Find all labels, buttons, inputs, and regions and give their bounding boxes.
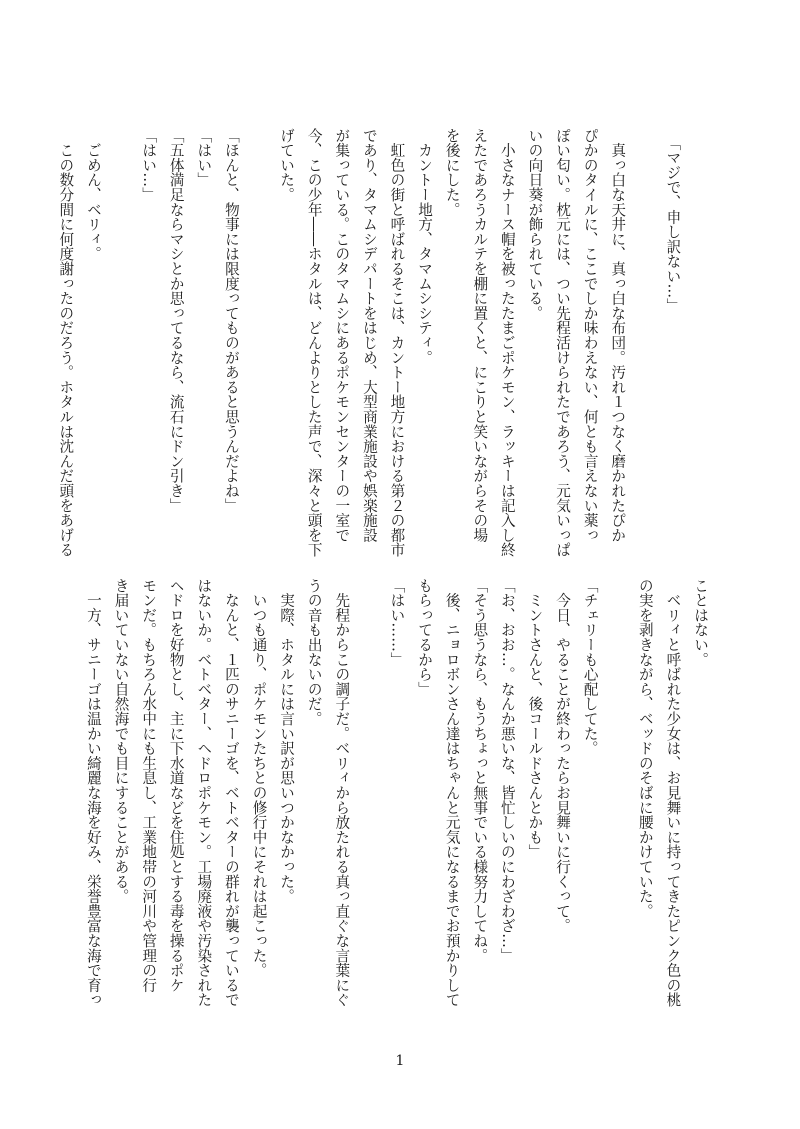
text-block-top <box>57 128 714 560</box>
text-line: ベリィと呼ばれた少女は、お見舞いに持ってきたピンク色の桃 <box>664 578 682 1008</box>
text-line: 「お、おお…。なんか悪いな、皆忙しいのにわざわざ…」 <box>498 578 516 963</box>
text-block-bottom <box>74 578 714 1014</box>
text-line: この数分間に何度謝ったのだろう。ホタルは沈んだ頭をあげる <box>57 128 75 558</box>
text-line: 今、この少年――ホタルは、どんよりとした声で、深々と頭を下 <box>305 128 323 558</box>
text-line: が集っている。このタマムシにあるポケモンセンターの一室で <box>333 128 351 543</box>
text-line: 今日、やることが終わったらお見舞いに行くって。 <box>554 578 572 934</box>
text-line: はないか。ベトベター、ヘドロポケモン。工場廃液や汚染された <box>195 578 213 1008</box>
text-line: げていた。 <box>278 128 296 202</box>
text-line <box>686 128 714 560</box>
text-line: カントー地方、タマムシシティ。 <box>416 128 434 365</box>
text-line: 実際、ホタルには言い訳が思いつかなかった。 <box>278 578 296 904</box>
text-line <box>631 128 659 560</box>
text-line: ぽい匂い。枕元には、つい先程活けられたであろう、元気いっぱ <box>554 128 572 558</box>
text-line: モンだ。もちろん水中にも生息し、工業地帯の河川や管理の行 <box>140 578 158 993</box>
text-line: を後にした。 <box>443 128 461 217</box>
text-line: 「マジで、申し訳ない…」 <box>664 128 682 314</box>
text-line: 「はい……」 <box>388 578 406 667</box>
text-line: 「そう思うなら、もうちょっと無事でいる様努力してね。 <box>471 578 489 963</box>
text-line: ミントさんと、後コールドさんとかも」 <box>526 578 544 860</box>
text-line: うの音も出ないのだ。 <box>305 578 323 726</box>
text-line: 「五体満足ならマシとか思ってるなら、流石にドン引き」 <box>167 128 185 513</box>
text-line: 虹色の街と呼ばれるそこは、カントー地方における第２の都市 <box>388 128 406 558</box>
text-line: もらってるから」 <box>416 578 434 697</box>
page-number: 1 <box>395 1053 405 1069</box>
text-line: えたであろうカルテを棚に置くと、にこりと笑いながらその場 <box>471 128 489 543</box>
text-line: 「チェリーも心配してた。 <box>581 578 599 756</box>
text-line: いつも通り、ポケモンたちとの修行中にそれは起こった。 <box>250 578 268 978</box>
text-line: 「はい」 <box>195 128 213 188</box>
text-line <box>604 578 632 1014</box>
text-line: の実を剥きながら、ベッドのそばに腰かけていた。 <box>636 578 654 919</box>
text-line: 真っ白な天井に、真っ白な布団。汚れ１つなく磨かれたぴか <box>609 128 627 543</box>
text-line: ことはない。 <box>692 578 709 667</box>
text-line <box>245 128 273 560</box>
text-line <box>107 128 135 560</box>
text-line: ぴかのタイルに、ここでしか味わえない、何とも言えない薬っ <box>581 128 599 543</box>
text-line: 一方、サニーゴは温かい綺麗な海を好み、栄誉豊富な海で育っ <box>84 578 102 1008</box>
text-line: ごめん、ベリィ。 <box>84 128 102 262</box>
text-line: 後、ニョロボンさん達はちゃんと元気になるまでお預かりして <box>443 578 461 1008</box>
text-line: であり、タマムシデパートをはじめ、大型商業施設や娯楽施設 <box>360 128 378 543</box>
text-line: なんと、１匹のサニーゴを、ベトベターの群れが襲っているで <box>222 578 240 1008</box>
text-line: 「ほんと、物事には限度ってものがあると思うんだよね」 <box>222 128 240 513</box>
text-line: 先程からこの調子だ。ベリィから放たれる真っ直ぐな言葉にぐ <box>333 578 351 1008</box>
text-line: き届いていない自然海でも目にすることがある。 <box>112 578 130 904</box>
text-line: 「はい…」 <box>140 128 158 202</box>
text-line <box>355 578 383 1014</box>
text-line: ヘドロを好物とし、主に下水道などを住処とする毒を操るポケ <box>167 578 185 993</box>
text-line: 小さなナース帽を被ったたまごポケモン、ラッキーは記入し終 <box>498 128 516 558</box>
text-line: いの向日葵が飾られている。 <box>526 128 544 321</box>
